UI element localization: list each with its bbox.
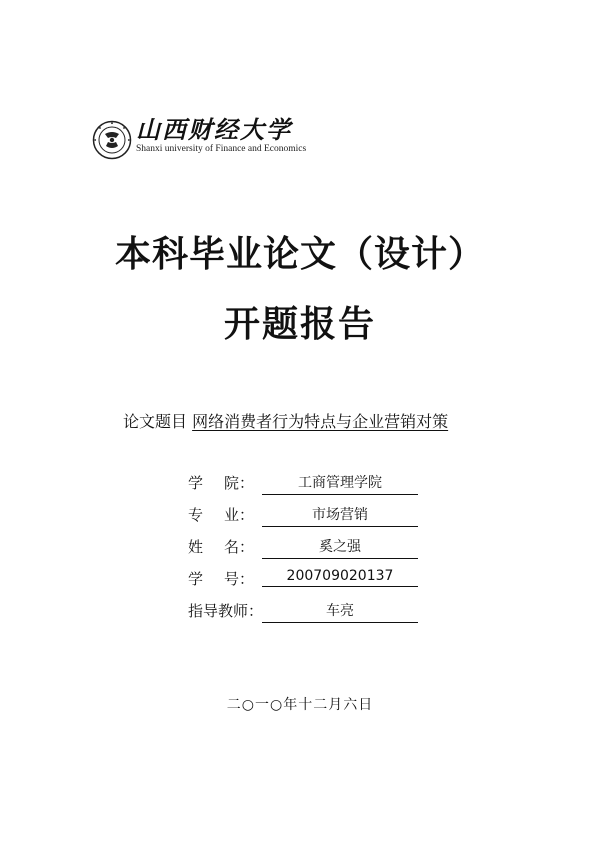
info-label xyxy=(188,568,254,589)
university-seal-icon xyxy=(92,120,132,160)
info-label-char: 姓 xyxy=(188,538,204,556)
university-name-cn: 山西财经大学 xyxy=(136,115,292,144)
document-title: 本科毕业论文（设计） xyxy=(114,234,485,275)
document-subtitle: 开题报告 xyxy=(223,304,376,345)
info-label-char: 学 xyxy=(188,474,204,492)
info-label xyxy=(188,504,254,525)
university-name-en: Shanxi university of Finance and Economics xyxy=(136,144,307,154)
student-id-value: 200709020137 xyxy=(262,568,418,587)
info-label-char: 专 xyxy=(188,506,204,524)
info-label-char: 院： xyxy=(223,474,254,492)
thesis-topic-label: 论文题目 xyxy=(123,412,188,431)
info-label-text: 指导教师： xyxy=(188,602,264,620)
info-label-char: 业： xyxy=(223,506,254,524)
document-date: 二○一○年十二月六日 xyxy=(226,697,374,713)
info-label xyxy=(188,472,254,493)
university-logo xyxy=(92,110,332,170)
thesis-topic-row xyxy=(123,409,448,432)
info-label-char: 号： xyxy=(223,570,254,588)
college-value: 工商管理学院 xyxy=(262,472,418,495)
advisor-value: 车亮 xyxy=(262,600,418,623)
info-label-char: 学 xyxy=(188,570,204,588)
info-label-char: 名： xyxy=(223,538,254,556)
major-value: 市场营销 xyxy=(262,504,418,527)
thesis-topic-value: 网络消费者行为特点与企业营销对策 xyxy=(192,412,449,431)
info-label xyxy=(188,600,264,621)
student-name-value: 奚之强 xyxy=(262,536,418,559)
info-label xyxy=(188,536,254,557)
